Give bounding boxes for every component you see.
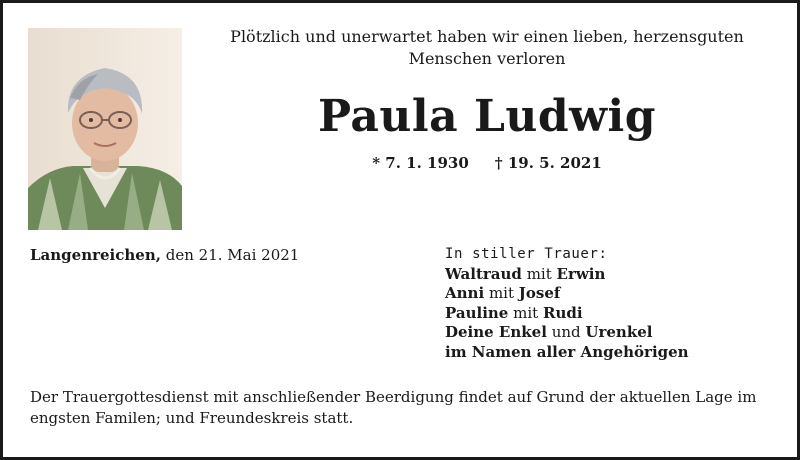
mourner-name: Rudi [542,303,583,322]
birth-date: * 7. 1. 1930 [372,154,469,172]
place-and-date [30,245,299,265]
mourners-heading: In stiller Trauer: [445,246,608,262]
mourner-line [445,304,689,324]
mourners-closing-text: im Namen aller Angehörigen [445,342,689,361]
mourner-name: Anni [445,284,485,302]
mourner-name: Urenkel [585,323,653,341]
mourner-line [445,284,689,304]
place-town: Langenreichen, [30,246,161,264]
service-notice: Der Trauergottesdienst mit anschließender Beerdigung findet auf Grund der aktuellen Lage im engsten Familen; und Freundeskreis statt. [30,388,757,427]
mourner-name: Erwin [556,264,606,283]
death-date: † 19. 5. 2021 [494,154,602,172]
mourner-conj: mit [513,303,539,322]
place-date: den 21. Mai 2021 [165,246,300,264]
mourner-line [445,323,689,343]
mourner-conj: und [551,323,581,341]
mourner-name: Josef [518,284,561,302]
mourner-conj: mit [488,284,514,302]
mourner-name: Waltraud [445,264,522,283]
mourner-line [445,265,689,285]
life-dates [212,153,762,173]
mourner-name: Pauline [445,303,509,322]
mourner-conj: mit [526,264,552,283]
intro-text: Plötzlich und unerwartet haben wir einen lieben, herzensguten Menschen verloren [230,27,744,68]
mourner-name: Deine Enkel [445,323,547,341]
mourners-block [445,245,689,362]
deceased-name: Paula Ludwig [318,91,656,142]
mourners-closing [445,343,689,363]
portrait-photo [28,28,182,230]
